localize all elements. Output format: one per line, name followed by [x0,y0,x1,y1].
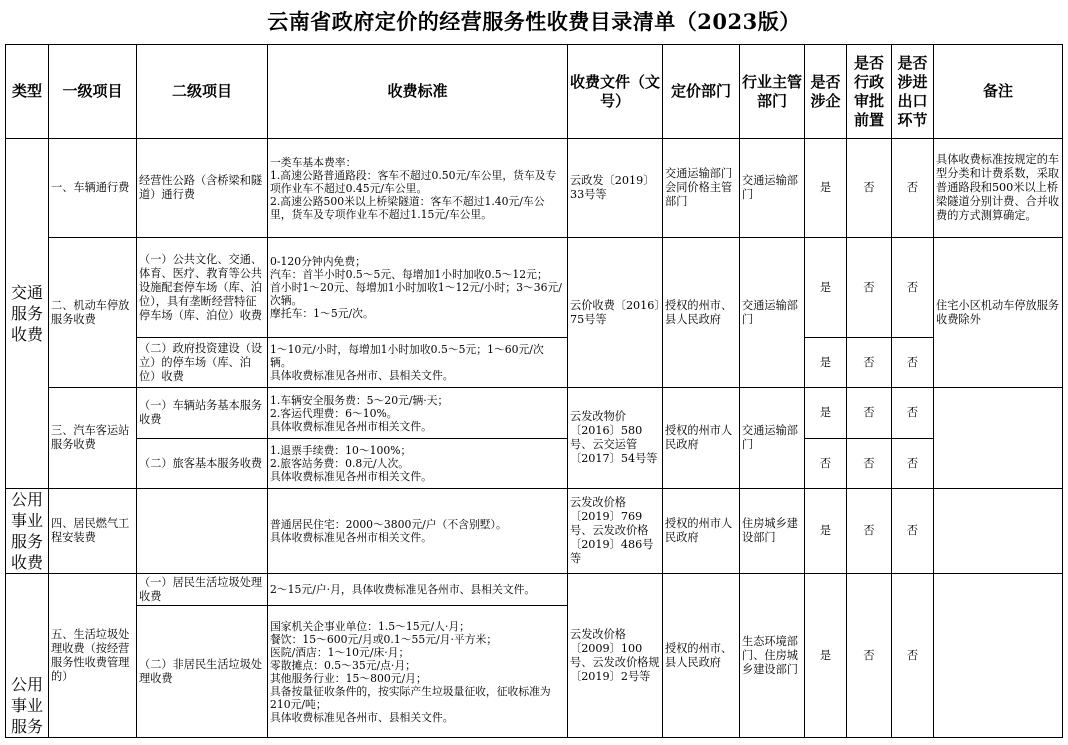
standard-text: 2～15元/户·月，具体收费标准见各州市、县相关文件。 [270,583,536,596]
category-transport: 交通服务收费 [6,139,49,489]
doc-cell: 云发改价格〔2009〕100号、云发改价格规〔2019〕2号等 [568,574,663,738]
pricing-cell: 授权的州市人民政府 [663,489,740,574]
fee-catalog-table [5,44,1063,738]
level1-cell: 五、生活垃圾处理收费（按经营服务性收费管理的） [49,574,137,738]
doc-cell: 云价收费〔2016〕75号等 [568,238,663,388]
header-type: 类型 [6,45,49,139]
competent-cell: 生态环境部门、住房城乡建设部门 [740,574,805,738]
header-enterprise: 是否涉企 [805,45,847,139]
standard-cell [268,238,568,338]
import-cell: 否 [892,388,934,439]
admin-cell: 否 [847,338,892,388]
import-cell: 否 [892,238,934,338]
level2-cell [137,338,268,388]
remark-cell [934,489,1063,574]
level2-text: （二）政府投资建设（设立）的停车场（库、泊位）收费 [139,341,263,383]
level2-cell [137,238,268,338]
level2-text: （一）公共文化、交通、体育、医疗、教育等公共设施配套停车场（库、泊位），具有垄断经营特征停车场（库、泊位）收费 [139,252,263,322]
competent-cell: 交通运输部门 [740,139,805,238]
competent-cell: 住房城乡建设部门 [740,489,805,574]
pricing-cell: 授权的州市、县人民政府 [663,238,740,388]
standard-cell: 普通居民住宅：2000～3800元/户（不含别墅）。 具体收费标准见各州市相关文件。 [268,489,568,574]
header-doc: 收费文件（文号） [568,45,663,139]
remark-cell [934,574,1063,738]
import-cell: 否 [892,489,934,574]
standard-text: 国家机关企事业单位：1.5～15元/人·月； 餐饮：15～600元/月或0.1～55元/月·平方米； 医院/酒店：1～10元/床·月； 零散摊点：0.5～35元/点·月； 其他服务行业：15～800元/月； 具备按量征收条件的，按实际产生垃圾量征收，征收标准为210元/吨； 具体收费标准见各州市、县相关文件。 [270,619,551,724]
standard-text: 0-120分钟内免费； 汽车：首半小时0.5～5元、每增加1小时加收0.5～12元； 首小时1～20元、每增加1小时加收1～12元/小时；3～36元/次辆。 摩托车：1～5元/次。 [270,255,562,320]
pricing-cell: 授权的州市、县人民政府 [663,574,740,738]
table-row [6,338,1063,388]
standard-text: 1.车辆安全服务费：5～20元/辆·天； 2.客运代理费：6～10%。 具体收费标准见各州市相关文件。 [270,393,449,433]
enterprise-cell: 是 [805,338,847,388]
doc-cell: 云发改物价〔2016〕580号、云交运管〔2017〕54号等 [568,388,663,489]
doc-cell: 云发改价格〔2019〕769号、云发改价格〔2019〕486号等 [568,489,663,574]
table-row [6,489,1063,574]
admin-cell: 否 [847,574,892,738]
competent-cell: 交通运输部门 [740,238,805,388]
standard-cell [268,439,568,489]
header-row [6,45,1063,139]
level1-cell: 二、机动车停放服务收费 [49,238,137,388]
standard-cell [268,574,568,606]
pricing-cell: 授权的州市人民政府 [663,388,740,489]
admin-cell: 否 [847,139,892,238]
level1-cell: 一、车辆通行费 [49,139,137,238]
level2-cell: （一）居民生活垃圾处理收费 [137,574,268,606]
table-row [6,238,1063,338]
doc-cell: 云政发〔2019〕33号等 [568,139,663,238]
level2-cell: （二）非居民生活垃圾处理收费 [137,606,268,738]
pricing-cell: 交通运输部门会同价格主管部门 [663,139,740,238]
standard-cell [268,338,568,388]
admin-cell: 否 [847,439,892,489]
standard-text: 1.退票手续费：10～100%； 2.旅客站务费：0.8元/人次。 具体收费标准见各州市相关文件。 [270,444,432,483]
header-remark: 备注 [934,45,1063,139]
header-pricing: 定价部门 [663,45,740,139]
enterprise-cell: 是 [805,139,847,238]
remark-cell: 具体收费标准按规定的车型分类和计费系数，采取普通路段和500米以上桥梁隧道分别计费、合并收费的方式测算确定。 [934,139,1063,238]
import-cell: 否 [892,574,934,738]
category-utility-2: 公用事业服务 [6,574,49,738]
level1-cell: 三、汽车客运站服务收费 [49,388,137,489]
level2-cell [137,489,268,574]
enterprise-cell: 是 [805,574,847,738]
enterprise-cell: 是 [805,489,847,574]
header-admin: 是否行政审批前置 [847,45,892,139]
enterprise-cell: 是 [805,388,847,439]
level2-cell: （一）车辆站务基本服务收费 [137,388,268,439]
level2-cell: 经营性公路（含桥梁和隧道）通行费 [137,139,268,238]
enterprise-cell: 否 [805,439,847,489]
header-standard: 收费标准 [268,45,568,139]
table-row [6,574,1063,606]
header-import: 是否涉进出口环节 [892,45,934,139]
header-level1: 一级项目 [49,45,137,139]
remark-cell [934,388,1063,489]
level1-cell: 四、居民燃气工程安装费 [49,489,137,574]
table-row [6,139,1063,238]
header-competent: 行业主管部门 [740,45,805,139]
standard-text: 一类车基本费率： 1.高速公路普通路段：客车不超过0.50元/车公里，货车及专项作业车不超过0.45元/车公里。 2.高速公路500米以上桥梁隧道：客车不超过1.40元/车公里，货车及专项作业车不超过1.15元/车公里。 [270,155,557,221]
table-row [6,439,1063,489]
standard-text: 1～10元/小时，每增加1小时加收0.5～5元；1～60元/次辆。 具体收费标准见各州市、县相关文件。 [270,343,544,382]
standard-cell [268,139,568,238]
admin-cell: 否 [847,238,892,338]
remark-cell: 住宅小区机动车停放服务收费除外 [934,238,1063,388]
level2-cell: （二）旅客基本服务收费 [137,439,268,489]
table-row [6,388,1063,439]
standard-cell [268,606,568,738]
import-cell: 否 [892,139,934,238]
category-utility: 公用事业服务收费 [6,489,49,574]
enterprise-cell: 是 [805,238,847,338]
import-cell: 否 [892,439,934,489]
admin-cell: 否 [847,489,892,574]
import-cell: 否 [892,338,934,388]
admin-cell: 否 [847,388,892,439]
competent-cell: 交通运输部门 [740,388,805,489]
header-level2: 二级项目 [137,45,268,139]
page-title: 云南省政府定价的经营服务性收费目录清单（2023版） [267,9,801,34]
standard-cell [268,388,568,439]
